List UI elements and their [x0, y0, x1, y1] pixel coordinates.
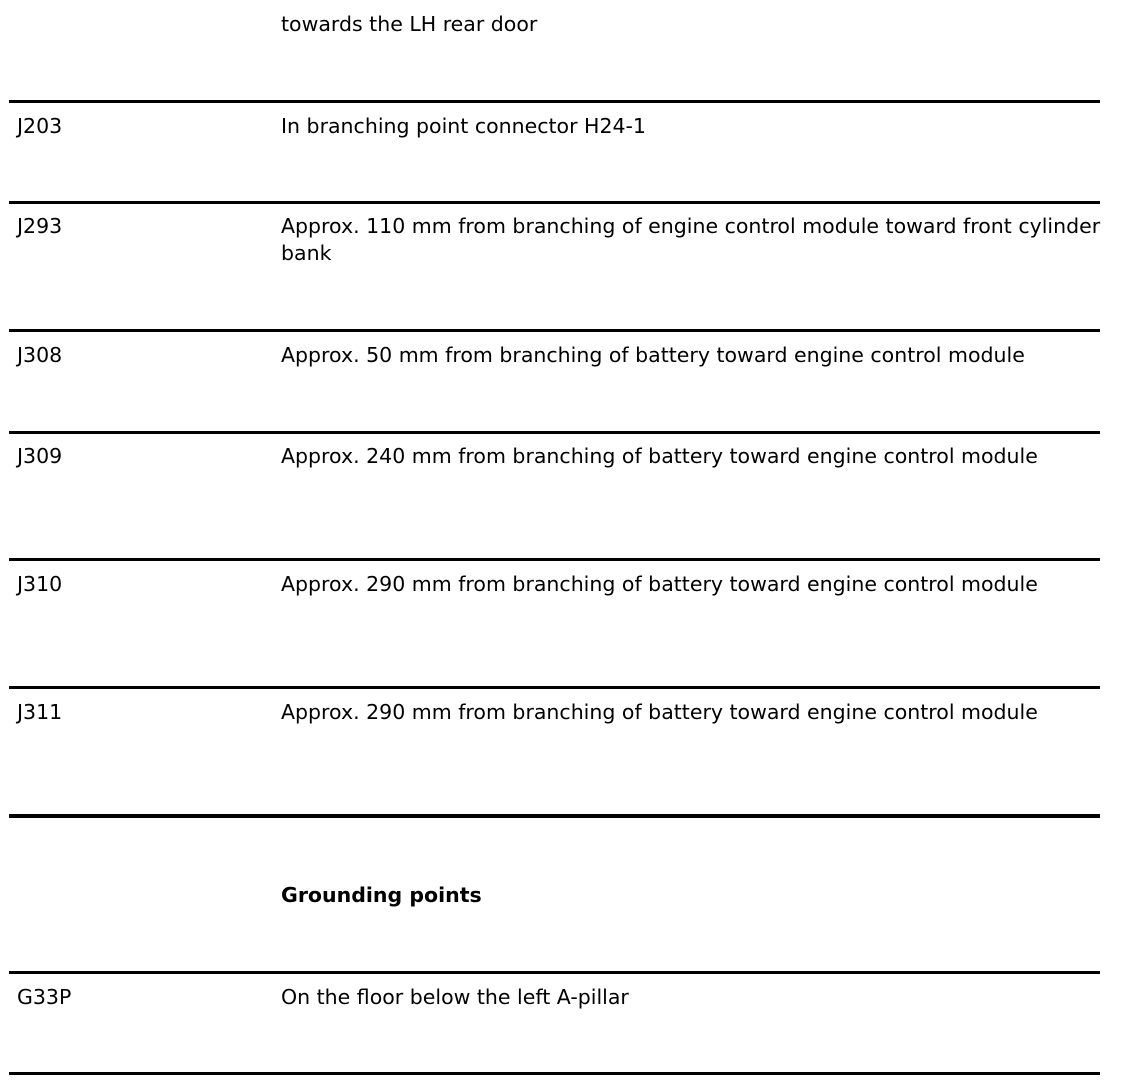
table-divider [9, 558, 1100, 561]
table-end-divider [9, 814, 1100, 818]
table-divider [9, 686, 1100, 689]
row-description: Approx. 110 mm from branching of engine control module toward front cylinder bank [281, 214, 1101, 265]
row-id: J310 [17, 572, 63, 596]
table-divider [9, 971, 1100, 974]
row-id: G33P [17, 985, 72, 1009]
row-description: Approx. 290 mm from branching of battery toward engine control module [281, 572, 1038, 596]
continuation-text: towards the LH rear door [281, 12, 538, 36]
row-id: J308 [17, 343, 63, 367]
row-id: J309 [17, 444, 63, 468]
row-id: J293 [17, 214, 63, 238]
section-heading: Grounding points [281, 883, 482, 907]
row-description: In branching point connector H24-1 [281, 114, 646, 138]
table-divider [9, 100, 1100, 103]
row-description: Approx. 50 mm from branching of battery toward engine control module [281, 343, 1025, 367]
table-divider [9, 1072, 1100, 1075]
row-id: J203 [17, 114, 63, 138]
table-divider [9, 201, 1100, 204]
table-divider [9, 329, 1100, 332]
row-description: Approx. 290 mm from branching of battery toward engine control module [281, 700, 1038, 724]
row-id: J311 [17, 700, 63, 724]
table-divider [9, 431, 1100, 434]
row-description: Approx. 240 mm from branching of battery toward engine control module [281, 444, 1038, 468]
row-description: On the floor below the left A-pillar [281, 985, 629, 1009]
